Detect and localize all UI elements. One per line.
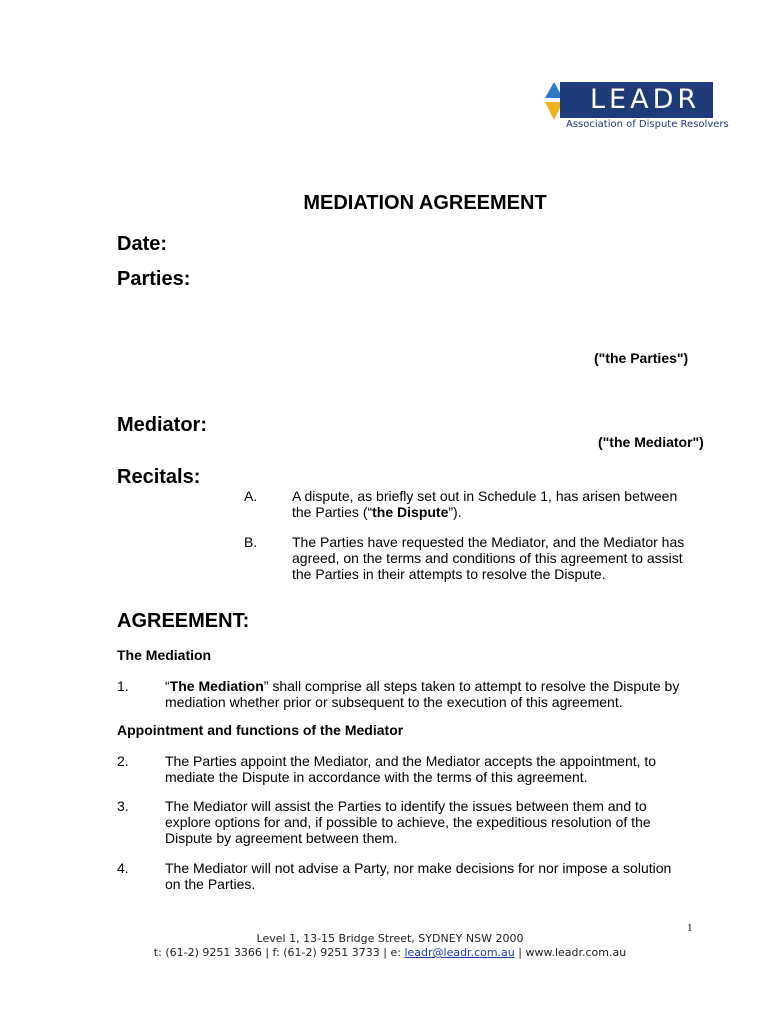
logo-tagline: Association of Dispute Resolvers: [566, 119, 729, 130]
clause-item: [165, 798, 725, 846]
clause-line: mediate the Dispute in accordance with the terms of this agreement.: [165, 769, 588, 785]
recital-item: [292, 534, 722, 582]
document-title: MEDIATION AGREEMENT: [303, 192, 547, 214]
defined-term: The Mediation: [169, 678, 264, 694]
clause-line: explore options for and, if possible to achieve, the expeditious resolution of the: [165, 814, 651, 830]
mediator-label: Mediator:: [117, 414, 207, 436]
recital-line: A dispute, as briefly set out in Schedule 1, has arisen between: [292, 488, 678, 504]
agreement-label: AGREEMENT:: [117, 610, 250, 632]
recital-item: [292, 488, 722, 520]
clause-line: mediation whether prior or subsequent to the execution of this agreement.: [165, 694, 623, 710]
recitals-label: Recitals:: [117, 466, 201, 488]
clause-line: Dispute by agreement between them.: [165, 830, 398, 846]
recital-marker: B.: [244, 534, 258, 550]
logo-wordmark-box: [560, 82, 713, 118]
recital-line: agreed, on the terms and conditions of this agreement to assist: [292, 550, 683, 566]
clause-item: [165, 860, 725, 892]
clause-number: 1.: [117, 678, 129, 694]
clause-number: 2.: [117, 753, 129, 769]
clause-line: The Mediator will not advise a Party, nor make decisions for nor impose a solution: [165, 860, 672, 876]
parties-tag: ("the Parties"): [594, 350, 689, 366]
defined-term: the Dispute: [372, 504, 449, 520]
recital-line: the Parties in their attempts to resolve the Dispute.: [292, 566, 606, 582]
recital-line: the Parties (“the Dispute”).: [292, 504, 462, 520]
date-label: Date:: [117, 233, 168, 255]
recital-line: The Parties have requested the Mediator, and the Mediator has: [292, 534, 685, 550]
email-link[interactable]: leadr@leadr.com.au: [404, 946, 515, 959]
clause-number: 4.: [117, 860, 129, 876]
clause-line: The Parties appoint the Mediator, and the Mediator accepts the appointment, to: [165, 753, 657, 769]
clause-line: on the Parties.: [165, 876, 256, 892]
mediator-tag: ("the Mediator"): [598, 434, 704, 450]
clause-number: 3.: [117, 798, 129, 814]
parties-label: Parties:: [117, 268, 191, 290]
clause-line: “The Mediation” shall comprise all steps taken to attempt to resolve the Dispute by: [165, 678, 680, 694]
logo-wordmark: LEADR: [590, 84, 701, 115]
page-number: 1: [687, 922, 693, 934]
footer-address: Level 1, 13-15 Bridge Street, SYDNEY NSW 2000: [256, 932, 524, 945]
recital-marker: A.: [244, 488, 258, 504]
leadr-logo: [543, 82, 729, 132]
clause-item: [165, 753, 725, 785]
section-heading: The Mediation: [117, 647, 212, 663]
clause-item: [165, 678, 725, 710]
section-heading: Appointment and functions of the Mediator: [117, 722, 404, 738]
footer-contact: t: (61-2) 9251 3366 | f: (61-2) 9251 3733 | e: leadr@leadr.com.au | www.leadr.com.au: [153, 946, 627, 959]
clause-line: The Mediator will assist the Parties to identify the issues between them and to: [165, 798, 647, 814]
